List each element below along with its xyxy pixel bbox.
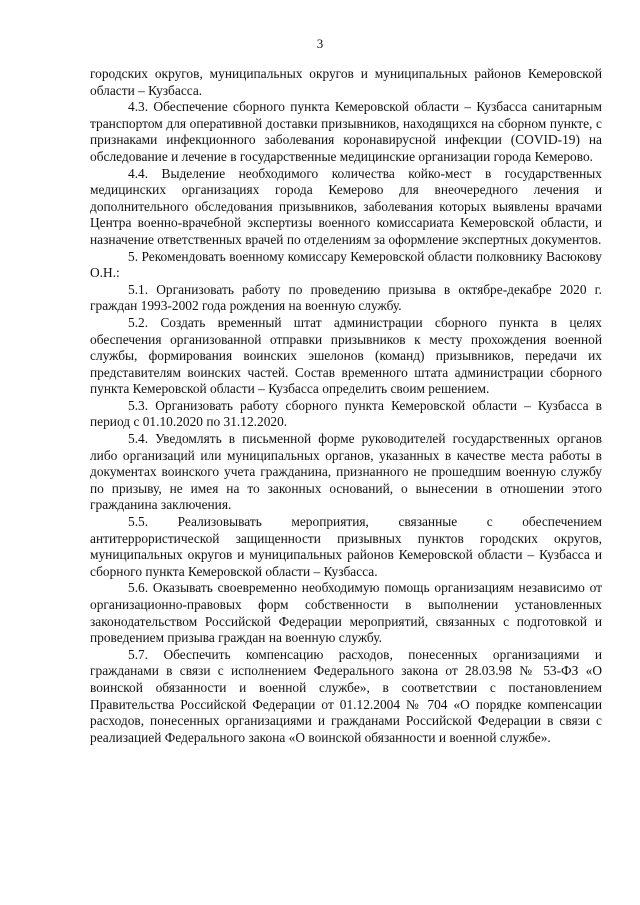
paragraph-5-2: 5.2. Создать временный штат администрации сборного пункта в целях обеспечения организованной отправки призывников к месту прохождения военной службы, формирования воинских эшелонов (команд) призывников, передачи их представителям воинских частей. Состав временного штата администрации сборного пункта Кемеровской области – Кузбасса определить своим решением.: [90, 314, 602, 397]
paragraph-4-4: 4.4. Выделение необходимого количества койко-мест в государственных медицинских организациях города Кемерово для внеочередного лечения и дополнительного обследования призывников, заболевания которых выявлены врачами Центра военно-врачебной экспертизы военного комиссариата Кемеровской области, и назначение ответственных врачей по отделениям за оформление экспертных документов.: [90, 165, 602, 247]
paragraph-5: 5. Рекомендовать военному комиссару Кемеровской области полковнику Васюкову О.Н.:: [90, 248, 602, 281]
paragraph-5-3: 5.3. Организовать работу сборного пункта Кемеровской области – Кузбасса в период с 01.10.2020 по 31.12.2020.: [90, 397, 602, 430]
paragraph-4-3: 4.3. Обеспечение сборного пункта Кемеровской области – Кузбасса санитарным транспортом для оперативной доставки призывников, находящихся на сборном пункте, с признаками инфекционного заболевания коронавирусной инфекции (COVID-19) на обследование и лечение в государственные медицинские организации города Кемерово.: [90, 99, 602, 164]
paragraph-5-5: 5.5. Реализовывать мероприятия, связанные с обеспечением антитеррористической защищенности призывных пунктов городских округов, муниципальных округов и муниципальных районов Кемеровской области – Кузбасса и сборного пункта Кемеровской области – Кузбасса.: [90, 514, 602, 579]
page-number: 3: [316, 36, 324, 51]
paragraph-5-4: 5.4. Уведомлять в письменной форме руководителей государственных органов либо организаций или муниципальных органов, указанных в качестве места работы в документах воинского учета гражданина, признанного не прошедшим военную службу по призыву, не имея на то законных оснований, о вынесении в отношении этого гражданина заключения.: [90, 431, 602, 513]
document-body: [90, 66, 602, 746]
paragraph-5-7: 5.7. Обеспечить компенсацию расходов, понесенных организациями и гражданами в связи с исполнением Федерального закона от 28.03.98 № 53-ФЗ «О воинской обязанности и военной службе», в соответствии с постановлением Правительства Российской Федерации от 01.12.2004 № 704 «О порядке компенсации расходов, понесенных организациями и гражданами Российской Федерации в связи с реализацией Федерального закона «О воинской обязанности и военной службе».: [90, 646, 602, 745]
paragraph-5-1: 5.1. Организовать работу по проведению призыва в октябре-декабре 2020 г. граждан 1993-2002 года рождения на военную службу.: [90, 281, 602, 314]
paragraph-5-6: 5.6. Оказывать своевременно необходимую помощь организациям независимо от организационно-правовых форм собственности в выполнении установленных законодательством Российской Федерации мероприятий, связанных с подготовкой и проведением призыва граждан на военную службу.: [90, 580, 602, 646]
paragraph-continuation: городских округов, муниципальных округов и муниципальных районов Кемеровской области – Кузбасса.: [90, 66, 602, 98]
